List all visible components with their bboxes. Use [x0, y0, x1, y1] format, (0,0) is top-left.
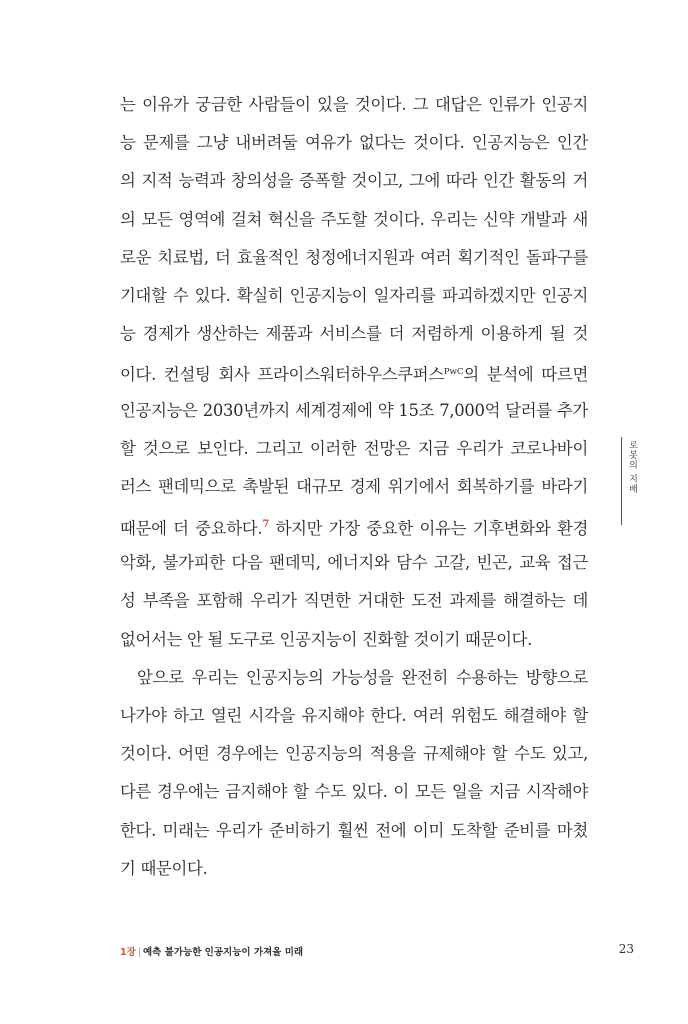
text-line: 능 문제를 그냥 내버려둘 여유가 없다는 것이다. 인공지능은 인간	[120, 133, 588, 153]
running-footer	[120, 944, 303, 958]
text-line: 다른 경우에는 금지해야 할 수도 있다. 이 모든 일을 지금 시작해야	[120, 782, 588, 802]
text-line: 없어서는 안 될 도구로 인공지능이 진화할 것이기 때문이다.	[120, 629, 533, 649]
pwc-superscript: PwC	[443, 367, 464, 378]
paragraph-1	[120, 86, 588, 659]
chapter-label: 1장	[120, 947, 136, 958]
text-line: 앞으로 우리는 인공지능의 가능성을 완전히 수용하는 방향으로	[137, 667, 588, 687]
text-span: 때문에 더 중요하다.	[120, 519, 263, 539]
text-line: 의 모든 영역에 걸쳐 혁신을 주도할 것이다. 우리는 신약 개발과 새	[120, 209, 588, 229]
body-text	[120, 86, 588, 888]
text-line: 악화, 불가피한 다음 팬데믹, 에너지와 담수 고갈, 빈곤, 교육 접근	[120, 553, 588, 573]
text-span: 의 분석에 따르면	[463, 365, 588, 385]
paragraph-2	[120, 659, 588, 888]
page-number: 23	[618, 942, 634, 956]
text-line: 기대할 수 있다. 확실히 인공지능이 일자리를 파괴하겠지만 인공지	[120, 285, 588, 305]
text-span: 하지만 가장 중요한 이유는 기후변화와 환경	[269, 519, 589, 539]
text-line: 나가야 하고 열린 시각을 유지해야 한다. 여러 위험도 해결해야 할	[120, 706, 588, 725]
text-line: 한다. 미래는 우리가 준비하기 훨씬 전에 이미 도착할 준비를 마쳤	[120, 820, 588, 840]
text-line: 것이다. 어떤 경우에는 인공지능의 적용을 규제해야 할 수도 있고,	[120, 744, 588, 764]
chapter-title: 예측 불가능한 인공지능이 가져올 미래	[143, 947, 304, 958]
text-line: 성 부족을 포함해 우리가 직면한 거대한 도전 과제를 해결하는 데	[120, 591, 588, 611]
text-line: 인공지능은 2030년까지 세계경제에 약 15조 7,000억 달러를 추가	[120, 400, 588, 420]
text-line: 능 경제가 생산하는 제품과 서비스를 더 저렴하게 이용하게 될 것	[120, 324, 588, 344]
text-line: 는 이유가 궁금한 사람들이 있을 것이다. 그 대답은 인류가 인공지	[120, 95, 588, 114]
text-line: 러스 팬데믹으로 촉발된 대규모 경제 위기에서 회복하기를 바라기	[120, 476, 588, 496]
text-span: 이다. 컨설팅 회사 프라이스워터하우스쿠퍼스	[120, 365, 444, 385]
text-line: 기 때문이다.	[120, 858, 208, 878]
text-line: 할 것으로 보인다. 그리고 이러한 전망은 지금 우리가 코로나바이	[120, 438, 588, 458]
text-line	[120, 506, 588, 544]
text-line	[120, 353, 588, 391]
text-line: 로운 치료법, 더 효율적인 청정에너지원과 여러 획기적인 돌파구를	[120, 247, 588, 267]
footer-separator: |	[137, 947, 141, 958]
footnote-marker: 7	[262, 519, 269, 531]
text-line: 의 지적 능력과 창의성을 증폭할 것이고, 그에 따라 인간 활동의 거	[120, 171, 588, 191]
side-rule	[621, 437, 622, 525]
side-section-label: 로봇의 지배	[627, 440, 637, 494]
